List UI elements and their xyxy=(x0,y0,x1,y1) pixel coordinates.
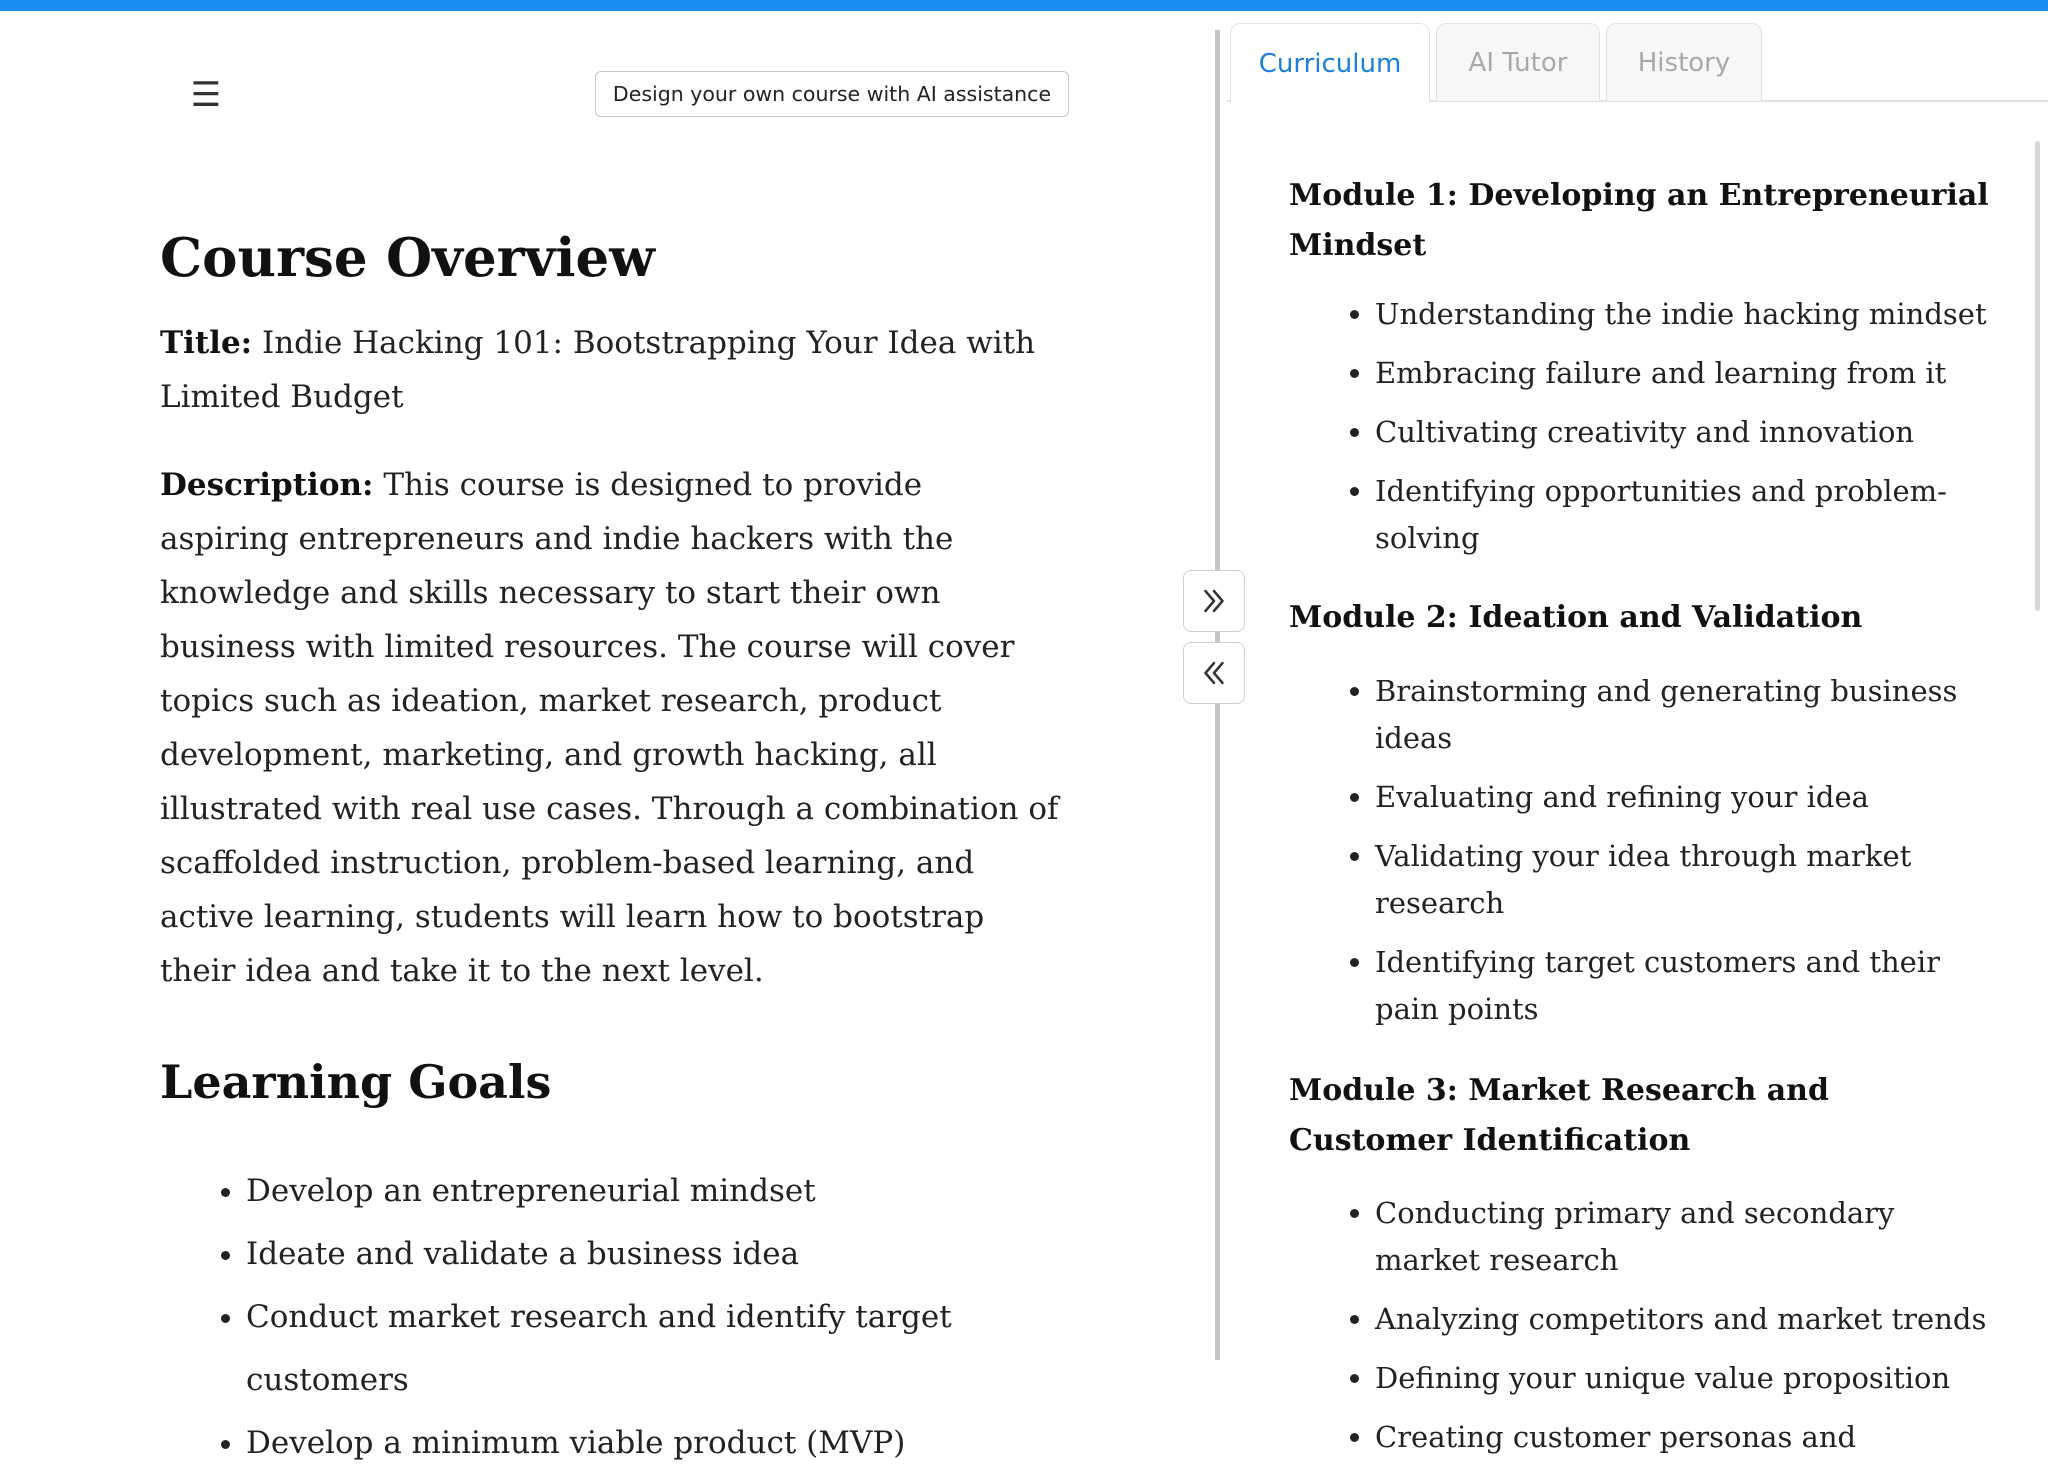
course-title-value: Indie Hacking 101: Bootstrapping Your Idea with Limited Budget xyxy=(160,325,1036,415)
module-topic-item: • Creating customer personas and xyxy=(1375,1414,1989,1461)
module-title: Module 1: Developing an Entrepreneurial Mindset xyxy=(1289,178,1989,263)
module-topic-item: • Embracing failure and learning from it xyxy=(1375,350,1989,397)
learning-goals-heading: Learning Goals xyxy=(160,1055,552,1109)
learning-goal-item: • Develop an entrepreneurial mindset xyxy=(246,1160,1060,1223)
tab-history[interactable]: History xyxy=(1606,23,1762,101)
module-topic-item: • Analyzing competitors and market trends xyxy=(1375,1296,1989,1343)
course-description-label: Description: xyxy=(160,467,374,503)
module-topic-item: • Identifying target customers and their pain points xyxy=(1375,939,1989,1033)
learning-goals-list xyxy=(160,1160,1060,1475)
module-title: Module 2: Ideation and Validation xyxy=(1289,600,1863,635)
module-topic-list xyxy=(1289,1190,1989,1461)
top-accent-bar xyxy=(0,0,2048,11)
learning-goal-item: • Ideate and validate a business idea xyxy=(246,1223,1060,1286)
module-topic-item: • Validating your idea through market research xyxy=(1375,833,1989,927)
course-description-paragraph xyxy=(160,458,1060,998)
course-title-paragraph xyxy=(160,316,1060,424)
module-topic-item: • Understanding the indie hacking mindset xyxy=(1375,291,1989,338)
module-topic-item: • Brainstorming and generating business ideas xyxy=(1375,668,1989,762)
curriculum-scrollbar[interactable] xyxy=(2035,141,2040,611)
learning-goal-item: • Develop a minimum viable product (MVP) xyxy=(246,1412,1060,1475)
course-content-pane xyxy=(0,11,1212,1461)
module-topic-item: • Cultivating creativity and innovation xyxy=(1375,409,1989,456)
learning-goal-item: • Conduct market research and identify target customers xyxy=(246,1286,1060,1412)
tab-curriculum[interactable]: Curriculum xyxy=(1230,23,1430,103)
module-topic-item: • Identifying opportunities and problem-solving xyxy=(1375,468,1989,562)
chevrons-left-icon xyxy=(1197,656,1231,690)
tab-ai-tutor[interactable]: AI Tutor xyxy=(1436,23,1600,101)
curriculum-list xyxy=(1289,171,1989,1461)
course-overview-content xyxy=(160,201,1060,1475)
module-topic-item: • Conducting primary and secondary market research xyxy=(1375,1190,1989,1284)
chevrons-right-icon xyxy=(1197,584,1231,618)
module-topic-item: • Defining your unique value proposition xyxy=(1375,1355,1989,1402)
module-topic-list xyxy=(1289,291,1989,562)
design-course-ai-button[interactable]: Design your own course with AI assistance xyxy=(595,71,1069,117)
module-topic-list xyxy=(1289,668,1989,1033)
sidebar-panel xyxy=(1227,11,2048,1454)
module-title: Module 3: Market Research and Customer Identification xyxy=(1289,1073,1829,1158)
course-overview-heading: Course Overview xyxy=(160,227,655,289)
module-topic-item: • Evaluating and refining your idea xyxy=(1375,774,1989,821)
course-title-label: Title: xyxy=(160,325,253,361)
course-description-value: This course is designed to provide aspiring entrepreneurs and indie hackers with the knowledge and skills necessary to start their own business with limited resources. The course will cover topics such as ideation, market research, product development, marketing, and growth hacking, all illustrated with real use cases. Through a combination of scaffolded instruction, problem-based learning, and active learning, students will learn how to bootstrap their idea and take it to the next level. xyxy=(160,467,1059,989)
hamburger-menu-icon[interactable]: ☰ xyxy=(190,75,222,115)
